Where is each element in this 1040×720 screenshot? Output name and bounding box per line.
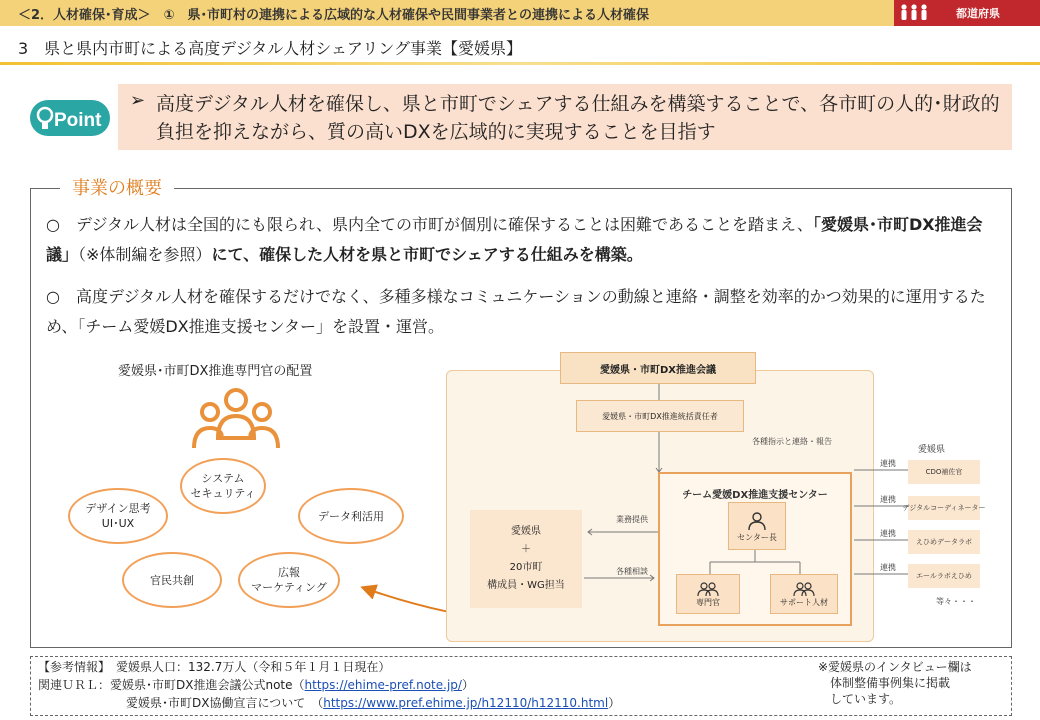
- note-link-end: ）: [461, 678, 474, 692]
- reference-line-3: [126, 695, 620, 711]
- support-center-title: チーム愛媛DX推進支援センター: [682, 490, 828, 501]
- left-diagram-title: 愛媛県･市町DX推進専門官の配置: [118, 364, 313, 379]
- pill-design-thinking: デザイン思考 UI･UX: [68, 488, 168, 544]
- people-group-icon: [190, 386, 282, 456]
- specialist-box: [676, 574, 740, 614]
- declaration-link-end: ）: [608, 696, 621, 710]
- people-icon: [894, 0, 934, 26]
- support-staff-box: [770, 574, 838, 614]
- p1-text-c: （※体制編を参照）: [78, 245, 212, 264]
- link-label-1: 連携: [880, 459, 896, 468]
- overview-paragraph-2: ○ 高度デジタル人材を確保するだけでなく、多種多様なコミュニケーションの動線と連絡・調整を効率的かつ効果的に運用するため、「チーム愛媛DX推進支援センター」を設置・運営。: [46, 287, 986, 336]
- dx-responsible-box: 愛媛県・市町DX推進統括責任者: [576, 400, 744, 432]
- point-text: 高度デジタル人材を確保し、県と市町でシェアする仕組みを構築することで、各市町の人的･財政的負担を抑えながら、質の高いDXを広域的に実現することを目指す: [156, 93, 1000, 143]
- pill-pr-marketing: 広報 マーケティング: [238, 552, 340, 608]
- pill-system-security: システム セキュリティ: [180, 458, 266, 514]
- right-ehime-title: 愛媛県: [918, 445, 946, 455]
- link-label-2: 連携: [880, 495, 896, 504]
- partner-cdo: CDO補佐官: [908, 460, 980, 484]
- instruction-label: 各種指示と連絡・報告: [752, 437, 832, 446]
- ehime-municipalities-box: 愛媛県 ＋ 20市町 構成員・WG担当: [470, 510, 582, 608]
- pill-data-utilization: データ利活用: [298, 488, 404, 544]
- partner-data-lab: えひめデータラボ: [908, 530, 980, 554]
- vertical-connector: [654, 384, 664, 472]
- breadcrumb: ＜2．人材確保･育成＞ ① 県･市町村の連携による広域的な人材確保や民間事業者との連携による人材確保: [18, 8, 650, 23]
- center-head-label: センター長: [737, 532, 777, 542]
- url-label: 関連ＵＲＬ：: [38, 678, 111, 692]
- reference-line-2: [38, 677, 474, 693]
- header-bar: [0, 0, 1040, 26]
- arrow-icon: ➢: [130, 90, 146, 111]
- point-logo-text: Point: [54, 110, 102, 131]
- service-label: 業務提供: [616, 515, 648, 524]
- overview-paragraph-1: [46, 210, 996, 270]
- specialist-label: 専門官: [696, 597, 720, 607]
- point-logo: [30, 98, 110, 138]
- declaration-text: 愛媛県･市町DX協働宣言について （: [126, 696, 324, 710]
- reference-label: 【参考情報】: [38, 660, 105, 674]
- point-box: [118, 84, 1012, 150]
- p1-text-bold: 「愛媛県･市町DX推進会議」: [46, 215, 983, 264]
- people-small-icon: [696, 581, 720, 597]
- badge-label: 都道府県: [956, 7, 1000, 20]
- support-staff-label: サポート人材: [780, 597, 828, 607]
- header-divider: [0, 62, 1040, 65]
- reference-line-1: [38, 659, 390, 675]
- pill-public-private: 官民共創: [122, 552, 222, 608]
- etc-label: 等々・・・: [936, 597, 976, 606]
- p1-text-a: ○ デジタル人材は全国的にも限られ、県内全ての市町が個別に確保することは困難であることを踏まえ、: [46, 215, 813, 234]
- overview-heading: 事業の概要: [60, 174, 174, 200]
- partner-digital-coordinator: デジタルコーディネーター: [908, 496, 980, 520]
- link-label-4: 連携: [880, 563, 896, 572]
- center-head-box: [728, 502, 786, 550]
- service-arrows: [584, 520, 658, 590]
- dx-council-box: 愛媛県・市町DX推進会議: [560, 352, 756, 384]
- people-small-icon: [792, 581, 816, 597]
- person-icon: [746, 510, 768, 532]
- population-text: 愛媛県人口：132.7万人（令和５年１月１日現在）: [116, 660, 391, 674]
- interview-note: ※愛媛県のインタビュー欄は 体制整備事例集に掲載 しています。: [818, 660, 972, 706]
- declaration-link[interactable]: https://www.pref.ehime.jp/h12110/h12110.html: [323, 696, 609, 710]
- partner-yell-lab: エールラボえひめ: [908, 564, 980, 588]
- note-link-text: 愛媛県･市町DX推進会議公式note（: [110, 678, 305, 692]
- note-link[interactable]: https://ehime-pref.note.jp/: [304, 678, 462, 692]
- p1-text-d: にて、確保した人材を県と市町でシェアする仕組みを構築。: [211, 245, 643, 264]
- consult-label: 各種相談: [616, 567, 648, 576]
- center-tree-connector: [700, 550, 810, 576]
- link-label-3: 連携: [880, 529, 896, 538]
- category-badge: [894, 0, 1040, 26]
- page-title: 3 県と県内市町による高度デジタル人材シェアリング事業【愛媛県】: [18, 39, 522, 58]
